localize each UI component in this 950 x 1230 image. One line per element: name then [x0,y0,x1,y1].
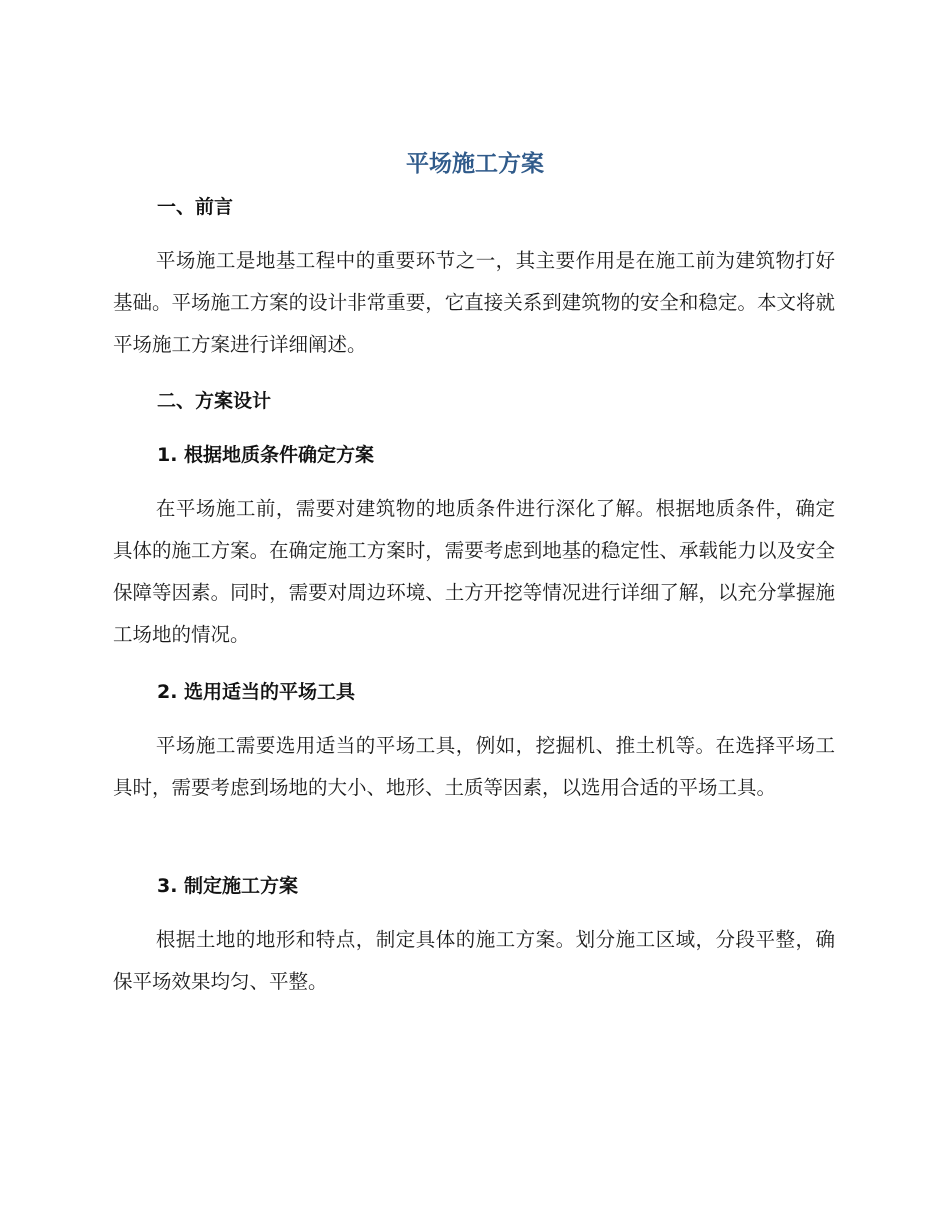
subsection-paragraph-plan: 根据土地的地形和特点，制定具体的施工方案。划分施工区域，分段平整，确保平场效果均匀、平整。 [113,928,835,993]
subsection-paragraph-tools: 平场施工需要选用适当的平场工具，例如，挖掘机、推土机等。在选择平场工具时，需要考虑到场地的大小、地形、土质等因素，以选用合适的平场工具。 [113,734,835,799]
subsection-heading-geology: 1. 根据地质条件确定方案 [157,444,375,466]
subsection-heading-plan: 3. 制定施工方案 [157,875,299,897]
section-paragraph-preface: 平场施工是地基工程中的重要环节之一，其主要作用是在施工前为建筑物打好基础。平场施工方案的设计非常重要，它直接关系到建筑物的安全和稳定。本文将就平场施工方案进行详细阐述。 [113,249,835,356]
document-title: 平场施工方案 [406,151,544,177]
subsection-paragraph-geology: 在平场施工前，需要对建筑物的地质条件进行深化了解。根据地质条件，确定具体的施工方案。在确定施工方案时，需要考虑到地基的稳定性、承载能力以及安全保障等因素。同时，需要对周边环境、土方开挖等情况进行详细了解，以充分掌握施工场地的情况。 [113,497,835,646]
subsection-heading-tools: 2. 选用适当的平场工具 [157,681,356,703]
section-heading-preface: 一、前言 [157,196,234,218]
section-heading-design: 二、方案设计 [157,390,272,412]
